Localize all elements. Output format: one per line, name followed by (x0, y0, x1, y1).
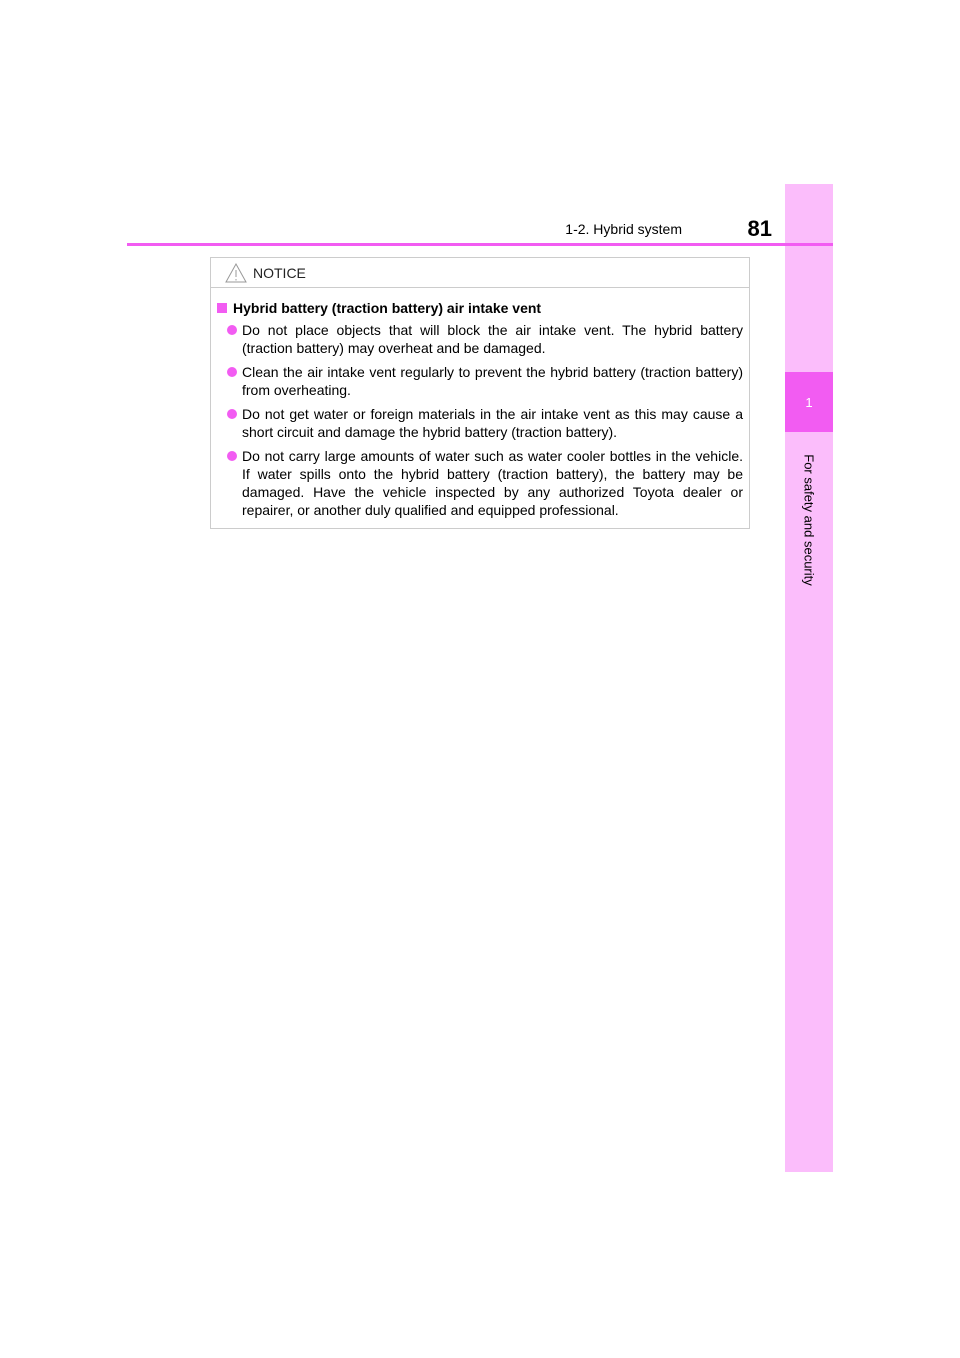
list-item-text: Do not carry large amounts of water such as water cooler bottles in the vehicle. If water spills onto the hybrid battery (traction battery), the battery may be damaged. Have the vehicle inspected by any authorized Toyota dealer or repairer, or another duly qualified and equipped professional. (242, 448, 743, 518)
list-item (217, 321, 743, 357)
notice-title: NOTICE (253, 264, 306, 281)
list-item-text: Clean the air intake vent regularly to prevent the hybrid battery (traction battery) from overheating. (242, 364, 743, 398)
circle-bullet-icon (227, 367, 237, 377)
page-number: 81 (747, 216, 772, 241)
list-item (217, 447, 743, 519)
circle-bullet-icon (227, 325, 237, 335)
square-bullet-icon (217, 303, 227, 313)
list-item (217, 363, 743, 399)
list-item-text: Do not place objects that will block the air intake vent. The hybrid battery (traction battery) may overheat and be damaged. (242, 322, 743, 356)
circle-bullet-icon (227, 451, 237, 461)
list-item-text: Do not get water or foreign materials in the air intake vent as this may cause a short circuit and damage the hybrid battery (traction battery). (242, 406, 743, 440)
chapter-tab (785, 372, 833, 432)
notice-heading-text: Hybrid battery (traction battery) air intake vent (233, 300, 542, 316)
header-rule (127, 243, 833, 246)
circle-bullet-icon (227, 409, 237, 419)
chapter-label: For safety and security (801, 454, 817, 586)
notice-heading (217, 300, 743, 316)
side-tab (785, 184, 833, 1172)
notice-header (211, 258, 749, 288)
warning-triangle-icon (225, 263, 247, 283)
chapter-number: 1 (805, 394, 813, 410)
notice-body (211, 288, 749, 519)
notice-box (210, 257, 750, 529)
list-item (217, 405, 743, 441)
section-title: 1-2. Hybrid system (565, 221, 682, 237)
